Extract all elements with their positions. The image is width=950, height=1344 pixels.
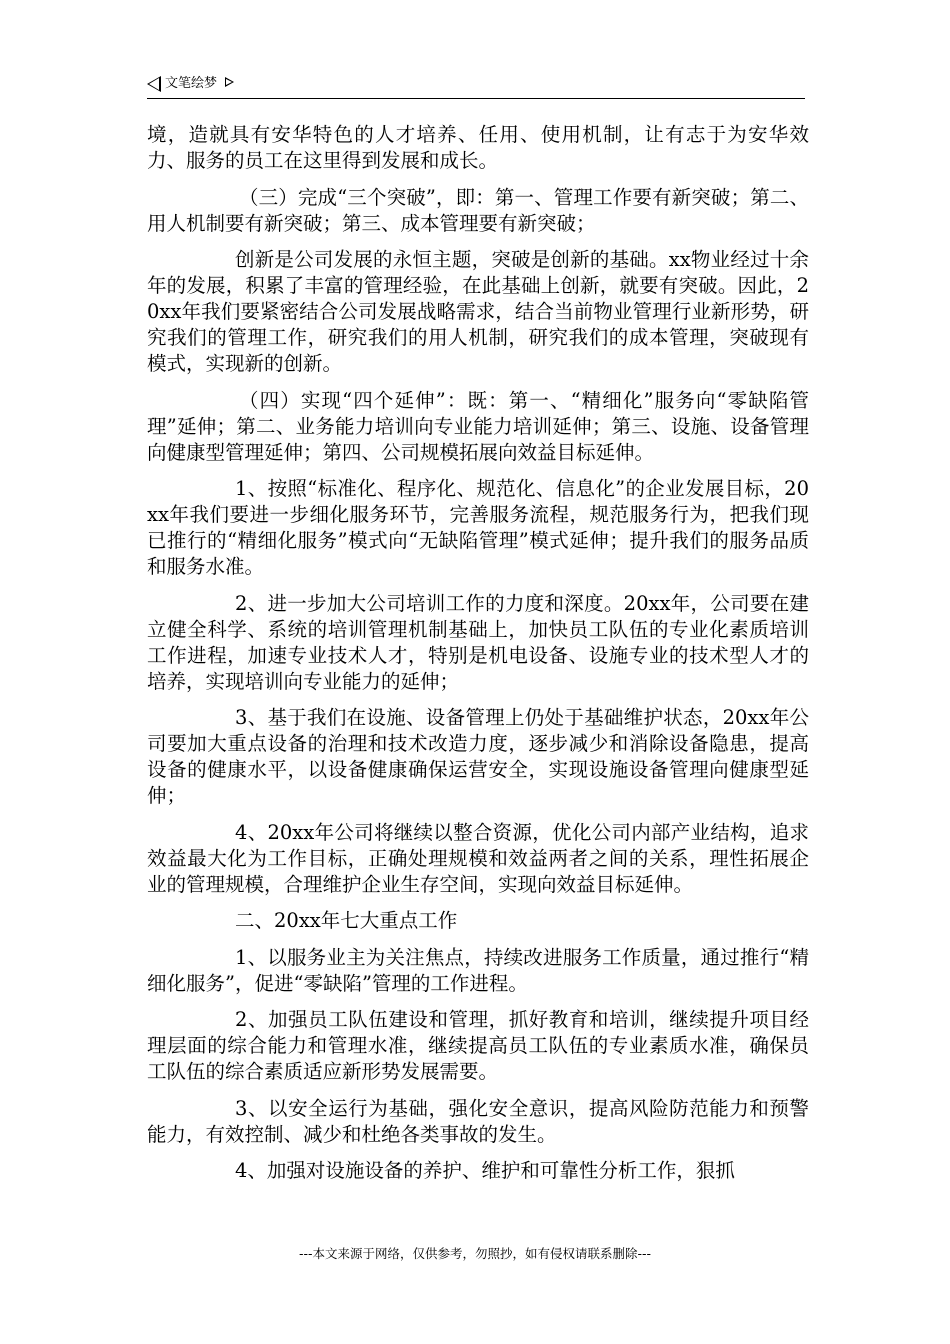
triangle-right-icon [225,77,234,87]
paragraph: 4、20xx年公司将继续以整合资源，优化公司内部产业结构，追求效益最大化为工作目标，正确处理规模和效益两者之间的关系，理性拓展企业的管理规模，合理维护企业生存空间，实现向效益目标延伸。 [147,820,809,896]
triangle-left-icon [147,76,161,92]
paragraph: 4、加强对设施设备的养护、维护和可靠性分析工作，狠抓 [235,1159,735,1182]
paragraph: 2、加强员工队伍建设和管理，抓好教育和培训，继续提升项目经理层面的综合能力和管理水准，继续提高员工队伍的专业素质水准，确保员工队伍的综合素质适应新形势发展需要。 [147,1008,809,1083]
header-brand-text: 文笔绘梦 [165,76,218,91]
document-body [147,122,809,1195]
paragraph: 2、进一步加大公司培训工作的力度和深度。20xx年，公司要在建立健全科学、系统的培训管理机制基础上，加快员工队伍的专业化素质培训工作进程，加速专业技术人才，特别是机电设备、设施专业的技术型人才的培养，实现培训向专业能力的延伸； [147,591,809,693]
paragraph: 境，造就具有安华特色的人才培养、任用、使用机制，让有志于为安华效力、服务的员工在这里得到发展和成长。 [147,123,809,172]
page-header [147,74,805,99]
paragraph: 3、基于我们在设施、设备管理上仍处于基础维护状态，20xx年公司要加大重点设备的治理和技术改造力度，逐步减少和消除设备隐患，提高设备的健康水平，以设备健康确保运营安全，实现设施设备管理向健康型延伸； [147,706,809,807]
paragraph: 3、以安全运行为基础，强化安全意识，提高风险防范能力和预警能力，有效控制、减少和杜绝各类事故的发生。 [147,1096,809,1146]
paragraph: （四）实现“四个延伸”：既：第一、“精细化”服务向“零缺陷管理”延伸；第二、业务能力培训向专业能力培训延伸；第三、设施、设备管理向健康型管理延伸；第四、公司规模拓展向效益目标延伸。 [147,388,809,464]
paragraph: （三）完成“三个突破”，即：第一、管理工作要有新突破；第二、用人机制要有新突破；第三、成本管理要有新突破； [147,185,809,235]
page-footer: ---本文来源于网络，仅供参考，勿照抄，如有侵权请联系删除--- [298,1246,652,1261]
section-heading: 二、20xx年七大重点工作 [235,909,458,932]
header-brand [147,74,234,94]
paragraph: 创新是公司发展的永恒主题，突破是创新的基础。xx物业经过十余年的发展，积累了丰富的管理经验，在此基础上创新，就要有突破。因此，20xx年我们要紧密结合公司发展战略需求，结合当前物业管理行业新形势，研究我们的管理工作，研究我们的用人机制，研究我们的成本管理，突破现有模式，实现新的创新。 [147,248,809,375]
paragraph: 1、按照“标准化、程序化、规范化、信息化”的企业发展目标，20xx年我们要进一步细化服务环节，完善服务流程，规范服务行为，把我们现已推行的“精细化服务”模式向“无缺陷管理”模式延伸；提升我们的服务品质和服务水准。 [147,477,809,578]
paragraph: 1、以服务业主为关注焦点，持续改进服务工作质量，通过推行“精细化服务”，促进“零缺陷”管理的工作进程。 [147,945,809,995]
